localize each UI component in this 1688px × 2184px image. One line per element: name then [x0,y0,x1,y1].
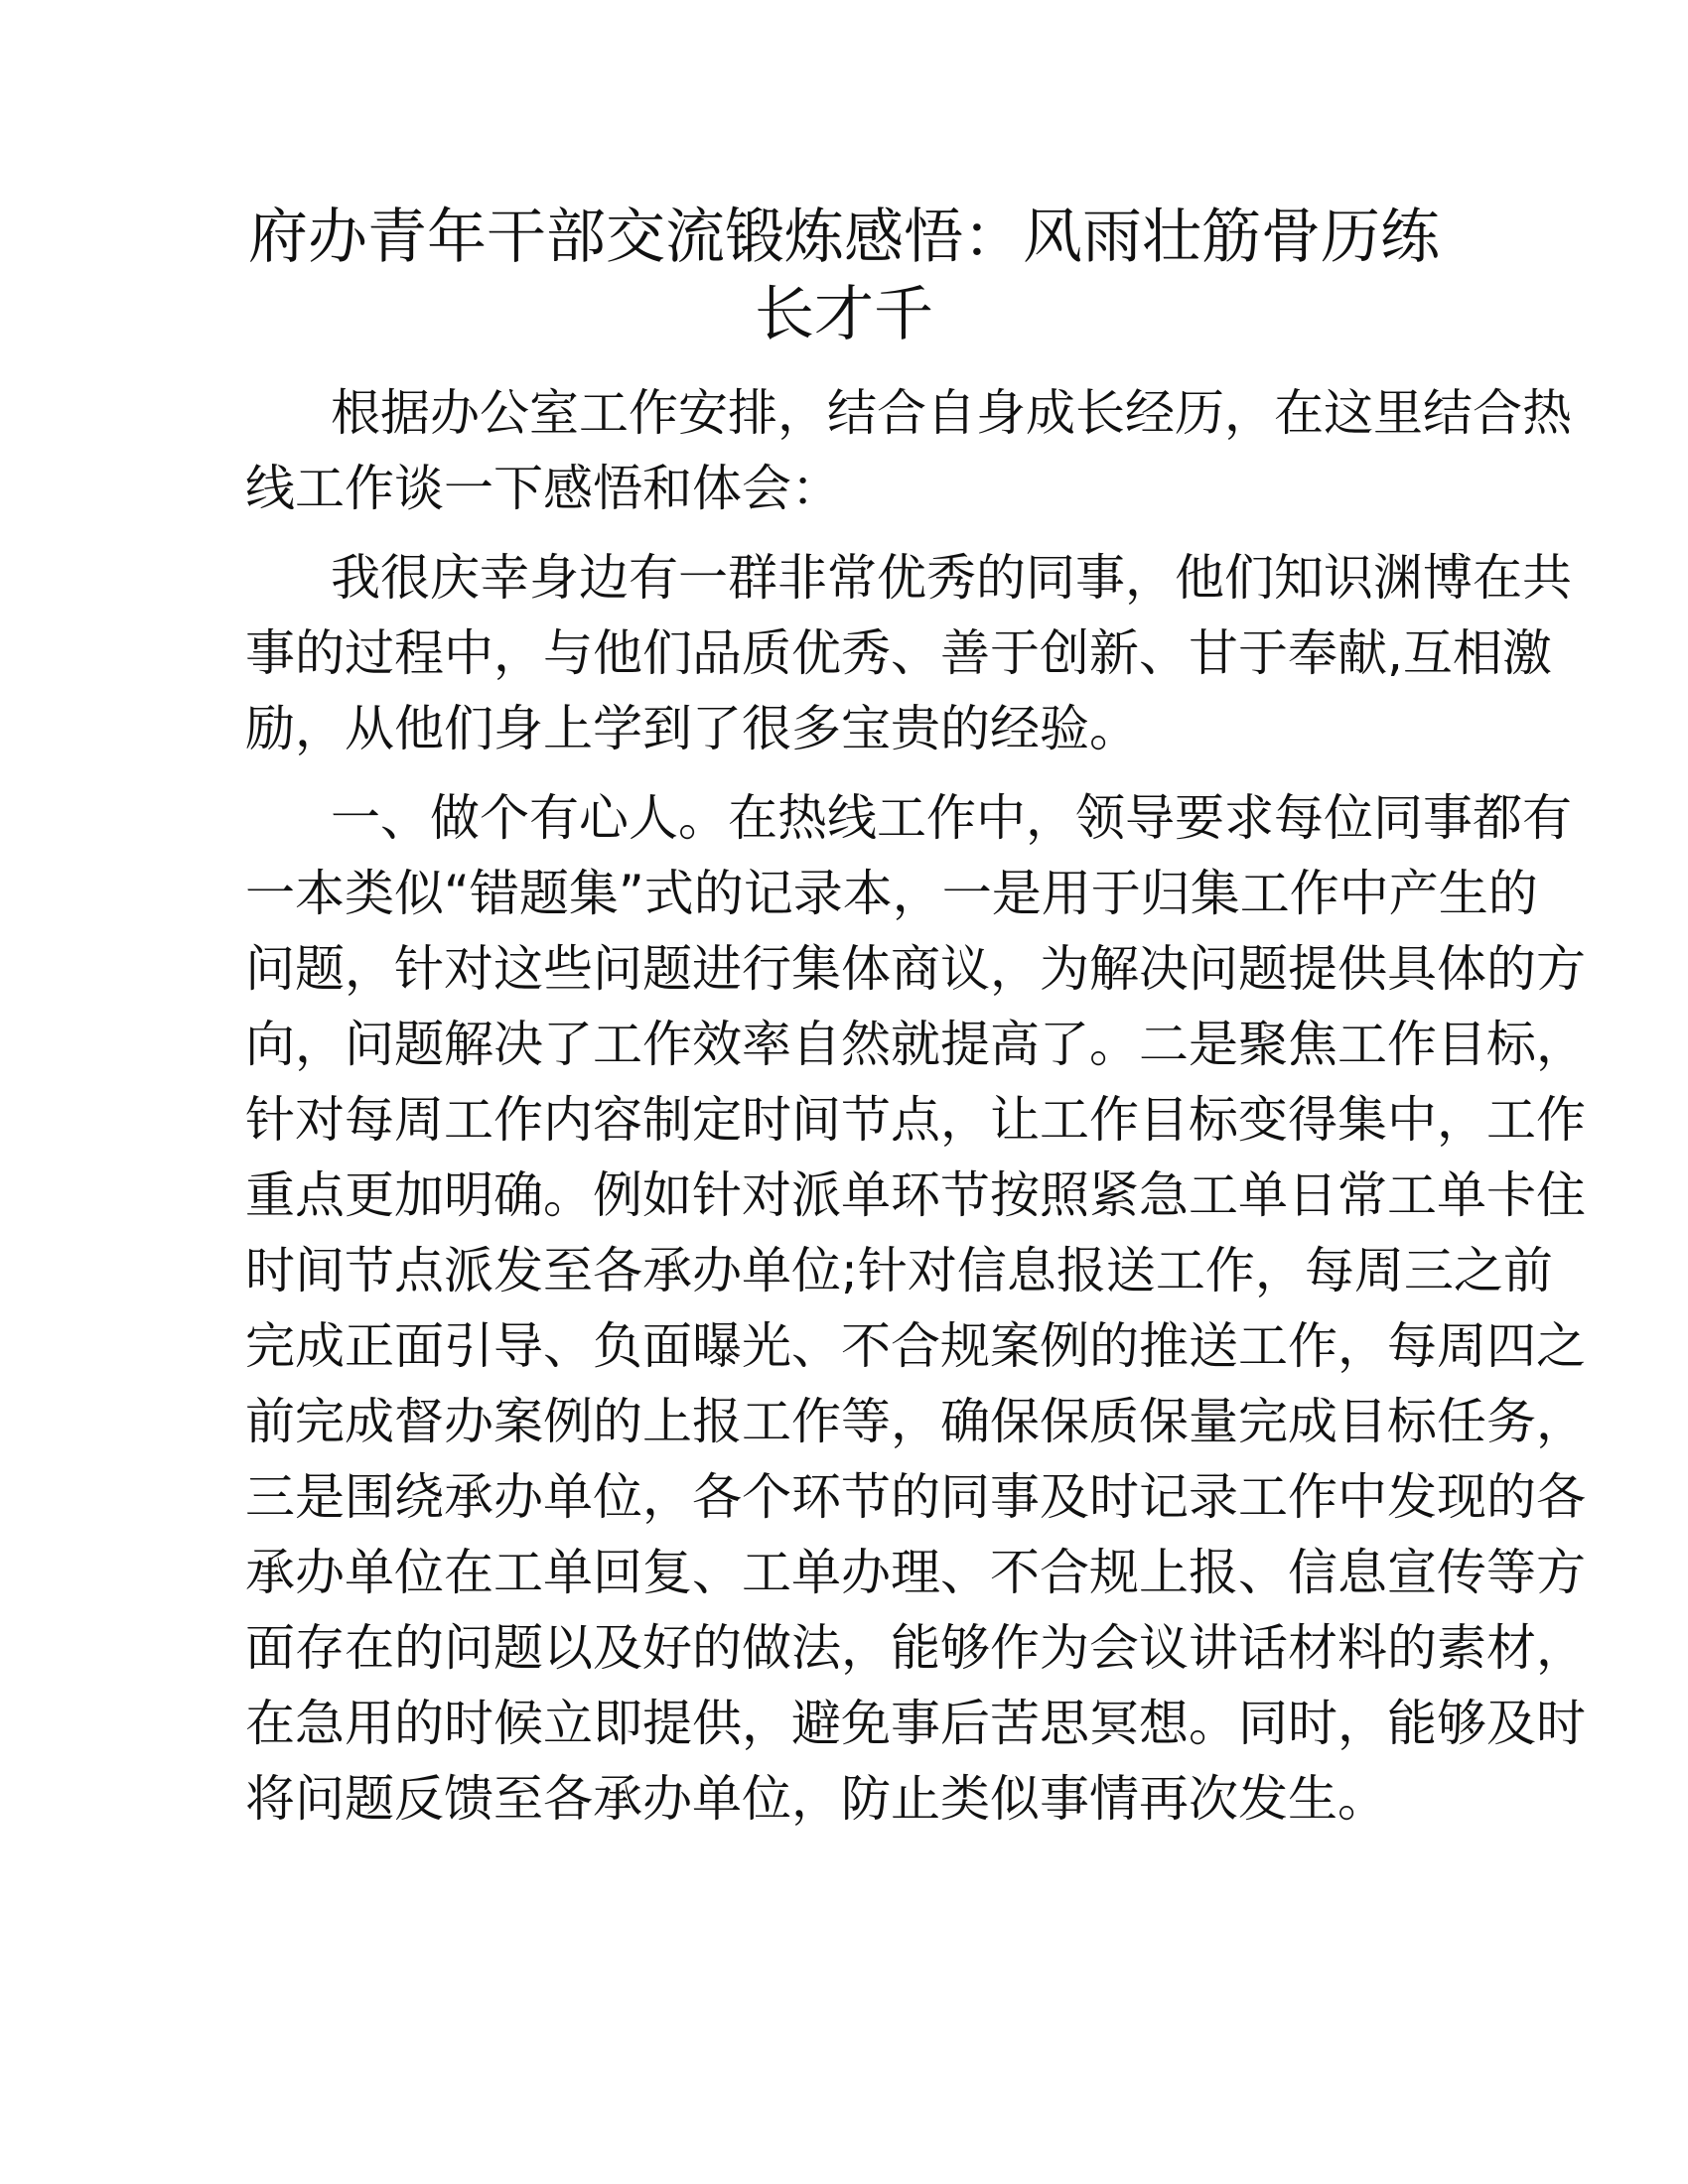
paragraph-line: 时间节点派发至各承办单位;针对信息报送工作，每周三之前 [245,1242,1553,1299]
paragraph-line: 承办单位在工单回复、工单办理、不合规上报、信息宣传等方 [245,1544,1586,1601]
title-line: 府办青年干部交流锻炼感悟：风雨壮筋骨历练 [248,203,1440,272]
paragraph-line: 向，问题解决了工作效率自然就提高了。二是聚焦工作目标， [245,1016,1586,1073]
title-line: 长才千 [755,280,933,349]
paragraph-line: 一本类似“错题集”式的记录本，一是用于归集工作中产生的 [245,865,1538,922]
paragraph [245,540,1572,766]
paragraph-line: 面存在的问题以及好的做法，能够作为会议讲话材料的素材， [245,1619,1586,1677]
paragraph [245,375,1572,526]
paragraph [245,780,1586,1837]
paragraph-line: 线工作谈一下感悟和体会： [245,460,841,517]
paragraph-line: 在急用的时候立即提供，避免事后苦思冥想。同时，能够及时 [245,1695,1586,1752]
paragraph-line: 励，从他们身上学到了很多宝贵的经验。 [245,700,1139,757]
paragraph-line: 完成正面引导、负面曝光、不合规案例的推送工作，每周四之 [245,1317,1586,1375]
paragraph-line: 我很庆幸身边有一群非常优秀的同事，他们知识渊博在共 [331,549,1572,607]
paragraph-line: 事的过程中，与他们品质优秀、善于创新、甘于奉献,互相激 [245,624,1552,682]
document-body [245,375,1586,1850]
paragraph-line: 一、做个有心人。在热线工作中，领导要求每位同事都有 [331,789,1572,847]
paragraph-line: 三是围绕承办单位，各个环节的同事及时记录工作中发现的各 [245,1468,1586,1526]
paragraph-line: 问题，针对这些问题进行集体商议，为解决问题提供具体的方 [245,940,1586,998]
paragraph-line: 将问题反馈至各承办单位，防止类似事情再次发生。 [245,1770,1387,1828]
paragraph-line: 根据办公室工作安排，结合自身成长经历，在这里结合热 [331,384,1572,442]
paragraph-line: 针对每周工作内容制定时间节点，让工作目标变得集中，工作 [245,1091,1586,1149]
paragraph-line: 前完成督办案例的上报工作等，确保保质保量完成目标任务， [245,1393,1586,1450]
document-title [228,199,1460,353]
paragraph-line: 重点更加明确。例如针对派单环节按照紧急工单日常工单卡住 [245,1166,1586,1224]
